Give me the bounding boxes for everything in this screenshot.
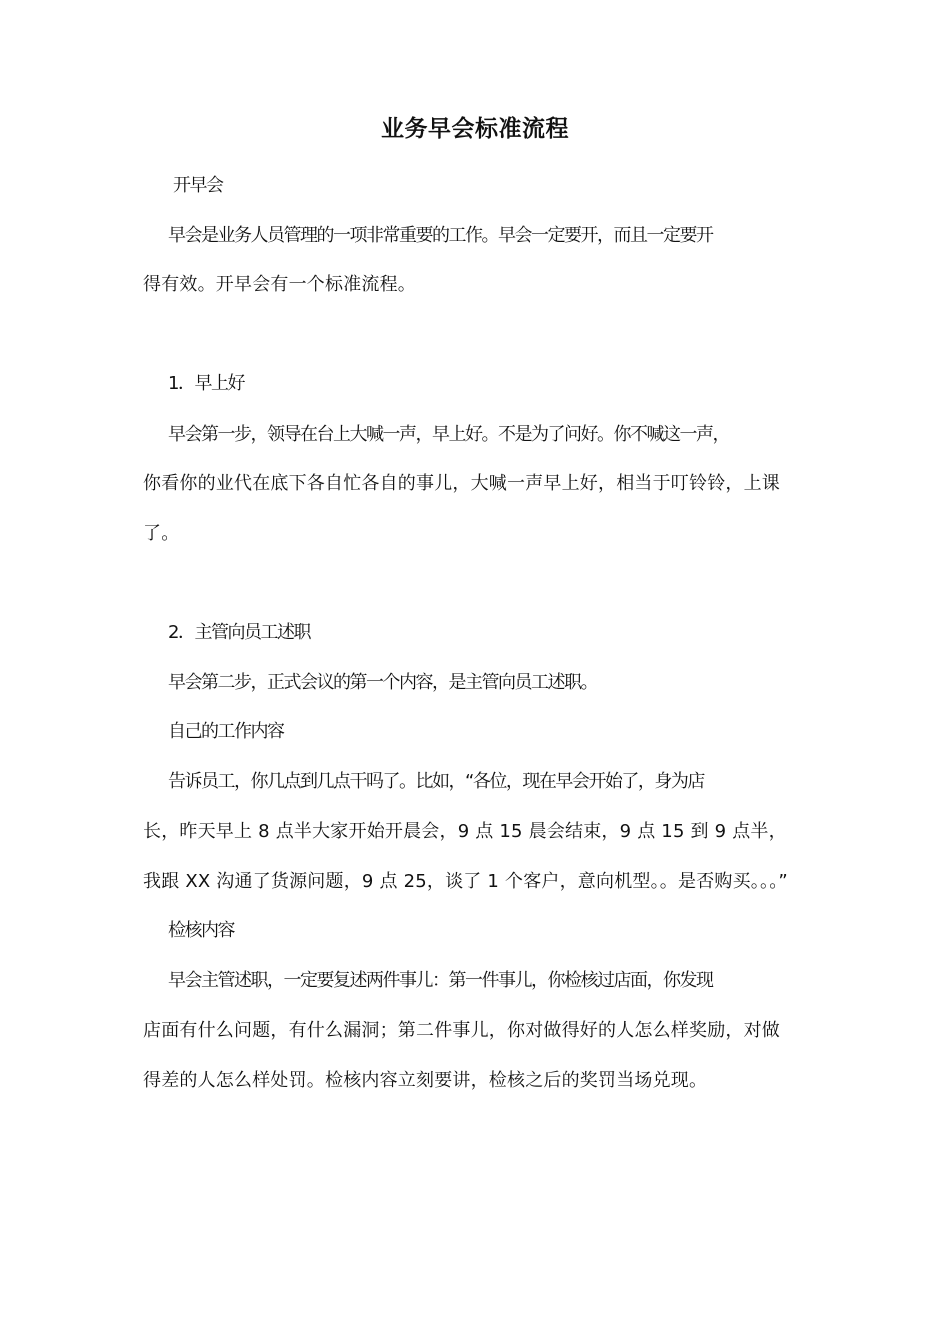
subheading-work-content: 自己的工作内容 [168, 721, 284, 742]
paragraph-line: 长，昨天早上 8 点半大家开始开晨会，9 点 15 晨会结束，9 点 15 到 9 点半， [143, 821, 787, 842]
subheading-inspection-content: 检核内容 [168, 920, 234, 941]
document-title: 业务早会标准流程 [381, 116, 569, 142]
section-heading-good-morning: 1．早上好 [168, 373, 244, 394]
paragraph-line: 早会主管述职，一定要复述两件事儿：第一件事儿，你检核过店面，你发现 [168, 970, 713, 991]
paragraph-line: 我跟 XX 沟通了货源问题，9 点 25，谈了 1 个客户，意向机型。。是否购买。。。” [143, 871, 788, 892]
paragraph-line: 告诉员工，你几点到几点干吗了。比如，“各位，现在早会开始了，身为店 [168, 771, 704, 792]
paragraph-line: 早会第二步，正式会议的第一个内容，是主管向员工述职。 [168, 672, 597, 693]
paragraph-line: 早会第一步，领导在台上大喊一声，早上好。不是为了问好。你不喊这一声， [168, 424, 729, 445]
section-heading-report: 2．主管向员工述职 [168, 622, 310, 643]
paragraph-line: 你看你的业代在底下各自忙各自的事儿，大喊一声早上好，相当于叮铃铃，上课 [143, 473, 780, 494]
paragraph-line: 得有效。开早会有一个标准流程。 [143, 274, 416, 295]
section-heading-open-meeting: 开早会 [173, 175, 223, 196]
paragraph-line: 得差的人怎么样处罚。检核内容立刻要讲，检核之后的奖罚当场兑现。 [143, 1070, 708, 1091]
paragraph-line: 店面有什么问题，有什么漏洞；第二件事儿，你对做得好的人怎么样奖励，对做 [143, 1020, 780, 1041]
paragraph-line: 了。 [143, 523, 180, 544]
paragraph-line: 早会是业务人员管理的一项非常重要的工作。早会一定要开，而且一定要开 [168, 225, 713, 246]
